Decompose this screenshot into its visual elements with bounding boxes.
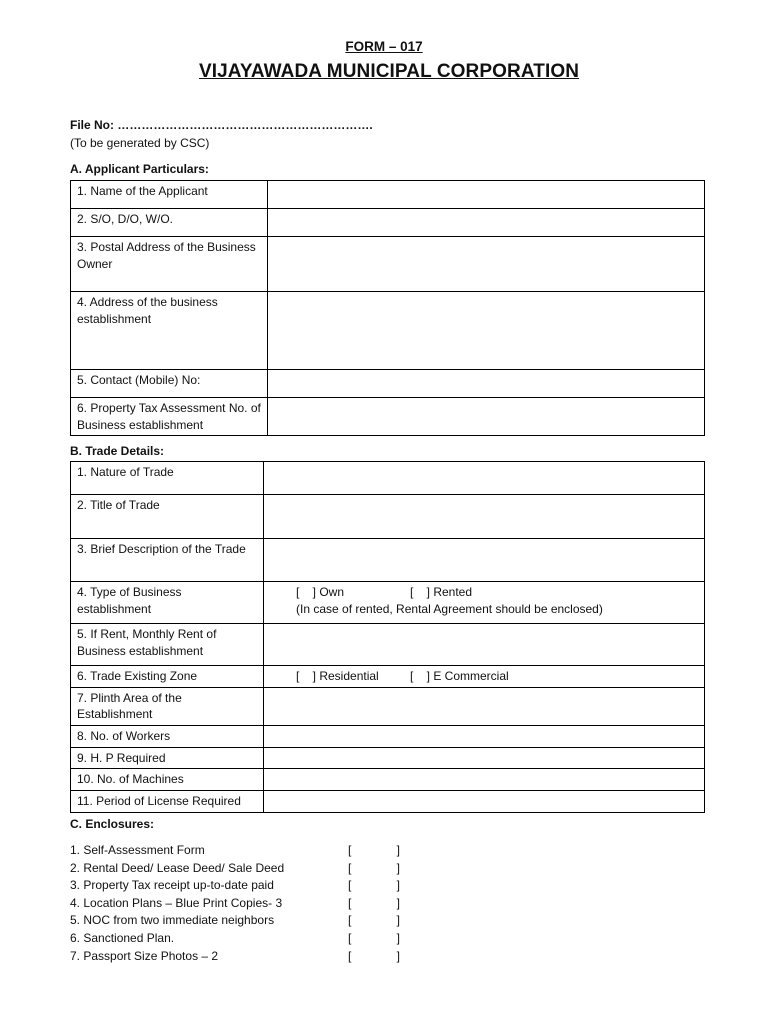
trade-zone-options bbox=[264, 666, 705, 688]
table-row bbox=[71, 539, 705, 582]
list-item: 3. Property Tax receipt up-to-date paid [ ] bbox=[70, 878, 400, 893]
business-address-field[interactable] bbox=[268, 292, 705, 370]
row-label: 1. Name of the Applicant bbox=[71, 181, 268, 209]
enclosure-label: 3. Property Tax receipt up-to-date paid bbox=[70, 878, 274, 893]
table-row bbox=[71, 495, 705, 539]
table-row bbox=[71, 666, 705, 688]
row-label: 5. If Rent, Monthly Rent of Business establishment bbox=[71, 624, 264, 666]
hp-required-field[interactable] bbox=[264, 747, 705, 769]
machines-field[interactable] bbox=[264, 769, 705, 791]
row-label: 10. No. of Machines bbox=[71, 769, 264, 791]
table-row bbox=[71, 370, 705, 398]
applicant-name-field[interactable] bbox=[268, 181, 705, 209]
trade-details-table bbox=[70, 461, 705, 813]
relation-field[interactable] bbox=[268, 209, 705, 237]
rental-agreement-note: (In case of rented, Rental Agreement should be enclosed) bbox=[296, 601, 603, 616]
license-period-field[interactable] bbox=[264, 791, 705, 813]
row-label: 3. Postal Address of the Business Owner bbox=[71, 237, 268, 292]
property-tax-assessment-field[interactable] bbox=[268, 398, 705, 436]
table-row bbox=[71, 725, 705, 747]
enclosure-label: 7. Passport Size Photos – 2 bbox=[70, 948, 219, 963]
table-row bbox=[71, 462, 705, 495]
table-row bbox=[71, 791, 705, 813]
table-row bbox=[71, 769, 705, 791]
row-label: 2. S/O, D/O, W/O. bbox=[71, 209, 268, 237]
monthly-rent-field[interactable] bbox=[264, 624, 705, 666]
table-row bbox=[71, 582, 705, 624]
table-row bbox=[71, 624, 705, 666]
list-item: 7. Passport Size Photos – 2 [ ] bbox=[70, 948, 400, 963]
workers-field[interactable] bbox=[264, 725, 705, 747]
list-item: 4. Location Plans – Blue Print Copies- 3 [ ] bbox=[70, 895, 400, 910]
form-number: FORM – 017 bbox=[345, 39, 423, 54]
enclosure-label: 6. Sanctioned Plan. bbox=[70, 930, 175, 945]
own-checkbox[interactable]: [ ] Own bbox=[296, 585, 345, 599]
file-number-note: (To be generated by CSC) bbox=[70, 136, 210, 150]
enclosure-label: 2. Rental Deed/ Lease Deed/ Sale Deed bbox=[70, 860, 285, 875]
row-label: 4. Type of Business establishment bbox=[71, 582, 264, 624]
list-item: 6. Sanctioned Plan. [ ] bbox=[70, 930, 400, 945]
row-label: 3. Brief Description of the Trade bbox=[71, 539, 264, 582]
row-label: 5. Contact (Mobile) No: bbox=[71, 370, 268, 398]
section-b-heading: B. Trade Details: bbox=[70, 444, 165, 458]
row-label: 9. H. P Required bbox=[71, 747, 264, 769]
residential-checkbox[interactable]: [ ] Residential bbox=[296, 669, 379, 683]
row-label: 11. Period of License Required bbox=[71, 791, 264, 813]
applicant-particulars-table bbox=[70, 180, 705, 436]
title-of-trade-field[interactable] bbox=[264, 495, 705, 539]
list-item: 5. NOC from two immediate neighbors [ ] bbox=[70, 913, 400, 928]
table-row bbox=[71, 181, 705, 209]
row-label: 6. Trade Existing Zone bbox=[71, 666, 264, 688]
postal-address-field[interactable] bbox=[268, 237, 705, 292]
plinth-area-field[interactable] bbox=[264, 687, 705, 725]
nature-of-trade-field[interactable] bbox=[264, 462, 705, 495]
business-type-options bbox=[264, 582, 705, 624]
list-item: 2. Rental Deed/ Lease Deed/ Sale Deed [ ] bbox=[70, 860, 400, 875]
section-c-heading: C. Enclosures: bbox=[70, 817, 155, 831]
row-label: 6. Property Tax Assessment No. of Business establishment bbox=[71, 398, 268, 436]
row-label: 7. Plinth Area of the Establishment bbox=[71, 687, 264, 725]
page-title: VIJAYAWADA MUNICIPAL CORPORATION bbox=[198, 61, 580, 82]
enclosure-label: 1. Self-Assessment Form bbox=[70, 843, 205, 857]
table-row bbox=[71, 209, 705, 237]
list-item: 1. Self-Assessment Form [ ] bbox=[70, 843, 400, 857]
commercial-checkbox[interactable]: [ ] E Commercial bbox=[410, 669, 509, 683]
trade-description-field[interactable] bbox=[264, 539, 705, 582]
enclosures-list bbox=[70, 843, 490, 966]
row-label: 2. Title of Trade bbox=[71, 495, 264, 539]
enclosure-label: 4. Location Plans – Blue Print Copies- 3 bbox=[70, 895, 283, 910]
rented-checkbox[interactable]: [ ] Rented bbox=[410, 585, 473, 599]
section-a-heading: A. Applicant Particulars: bbox=[70, 162, 209, 176]
contact-mobile-field[interactable] bbox=[268, 370, 705, 398]
row-label: 8. No. of Workers bbox=[71, 725, 264, 747]
row-label: 1. Nature of Trade bbox=[71, 462, 264, 495]
table-row bbox=[71, 687, 705, 725]
enclosure-label: 5. NOC from two immediate neighbors bbox=[70, 913, 275, 928]
row-label: 4. Address of the business establishment bbox=[71, 292, 268, 370]
table-row bbox=[71, 747, 705, 769]
table-row bbox=[71, 398, 705, 436]
file-number-field[interactable]: File No: ………………………………………………………. bbox=[70, 118, 373, 132]
table-row bbox=[71, 237, 705, 292]
table-row bbox=[71, 292, 705, 370]
